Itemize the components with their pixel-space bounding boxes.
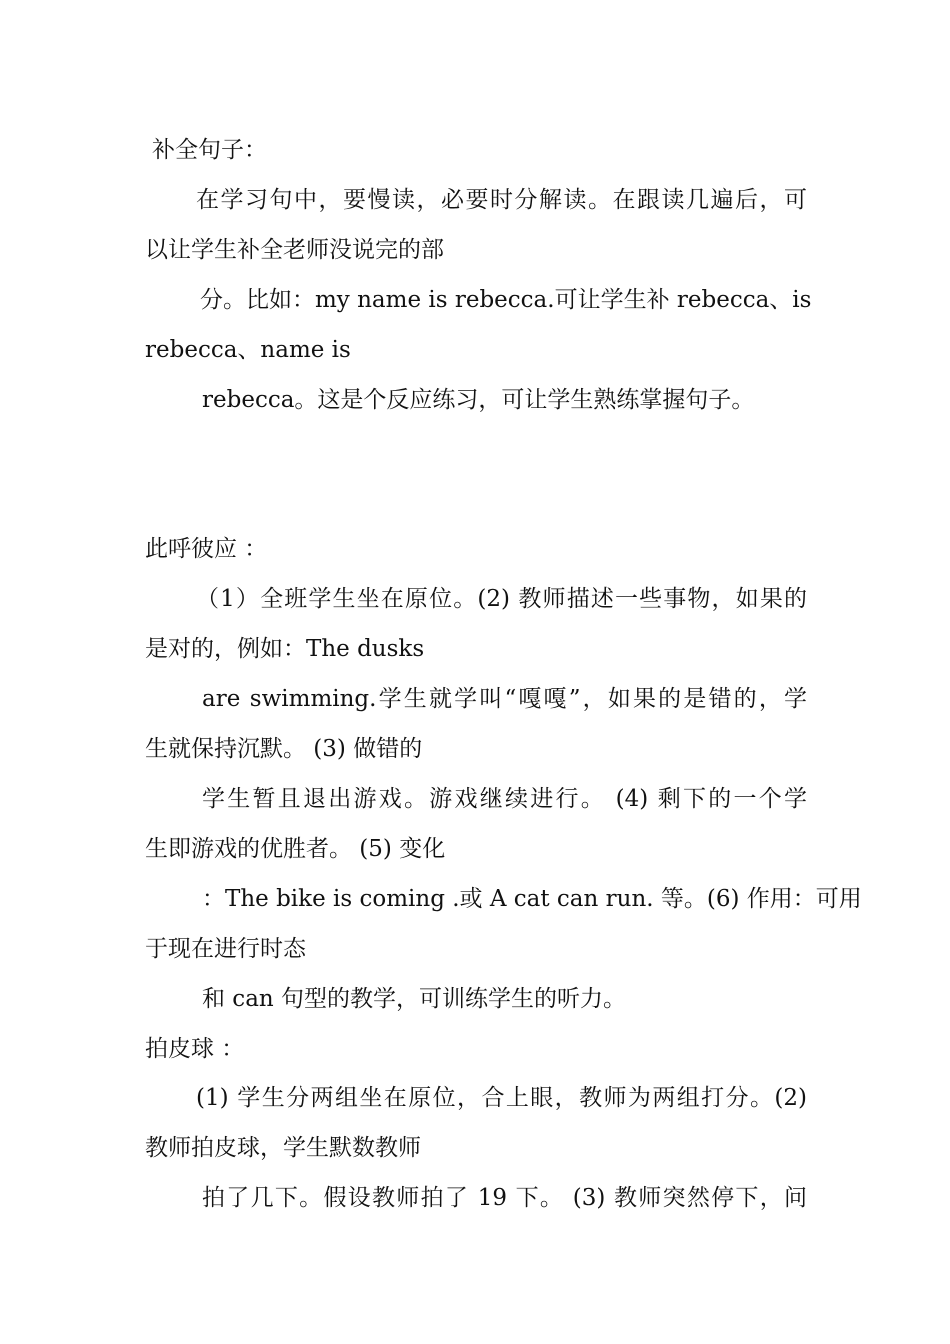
paragraph-line: 以让学生补全老师没说完的部 xyxy=(145,237,444,263)
paragraph-line: ：The bike is coming .或 A cat can run. 等。(6) 作用：可用 xyxy=(202,886,862,912)
paragraph-line: 拍了几下。假设教师拍了 19 下。 (3) 教师突然停下，问 xyxy=(202,1185,807,1211)
paragraph-line: 分。比如：my name is rebecca.可让学生补 rebecca、is xyxy=(200,287,812,313)
paragraph-line: (1) 学生分两组坐在原位，合上眼，教师为两组打分。(2) xyxy=(196,1085,807,1111)
paragraph-line: rebecca、name is xyxy=(145,337,351,363)
paragraph-line: 在学习句中，要慢读，必要时分解读。在跟读几遍后，可 xyxy=(196,187,807,213)
section-heading: 拍皮球 ： xyxy=(145,1036,245,1062)
paragraph-line: 和 can 句型的教学，可训练学生的听力。 xyxy=(202,986,627,1012)
paragraph-line: 生就保持沉默。 (3) 做错的 xyxy=(145,736,423,762)
paragraph-line: 生即游戏的优胜者。 (5) 变化 xyxy=(145,836,446,862)
paragraph-line: are swimming.学生就学叫“嘎嘎”，如果的是错的，学 xyxy=(202,686,807,712)
paragraph-line: rebecca。这是个反应练习，可让学生熟练掌握句子。 xyxy=(202,387,755,413)
section-heading: 此呼彼应 ： xyxy=(145,536,268,562)
paragraph-line: （1）全班学生坐在原位。(2) 教师描述一些事物，如果的 xyxy=(196,586,807,612)
paragraph-line: 于现在进行时态 xyxy=(145,936,306,962)
paragraph-line: 教师拍皮球，学生默数教师 xyxy=(145,1135,421,1161)
paragraph-line: 是对的，例如：The dusks xyxy=(145,636,425,662)
paragraph-line: 学生暂且退出游戏。游戏继续进行。 (4) 剩下的一个学 xyxy=(202,786,807,812)
section-heading: 补全句子： xyxy=(152,137,267,163)
